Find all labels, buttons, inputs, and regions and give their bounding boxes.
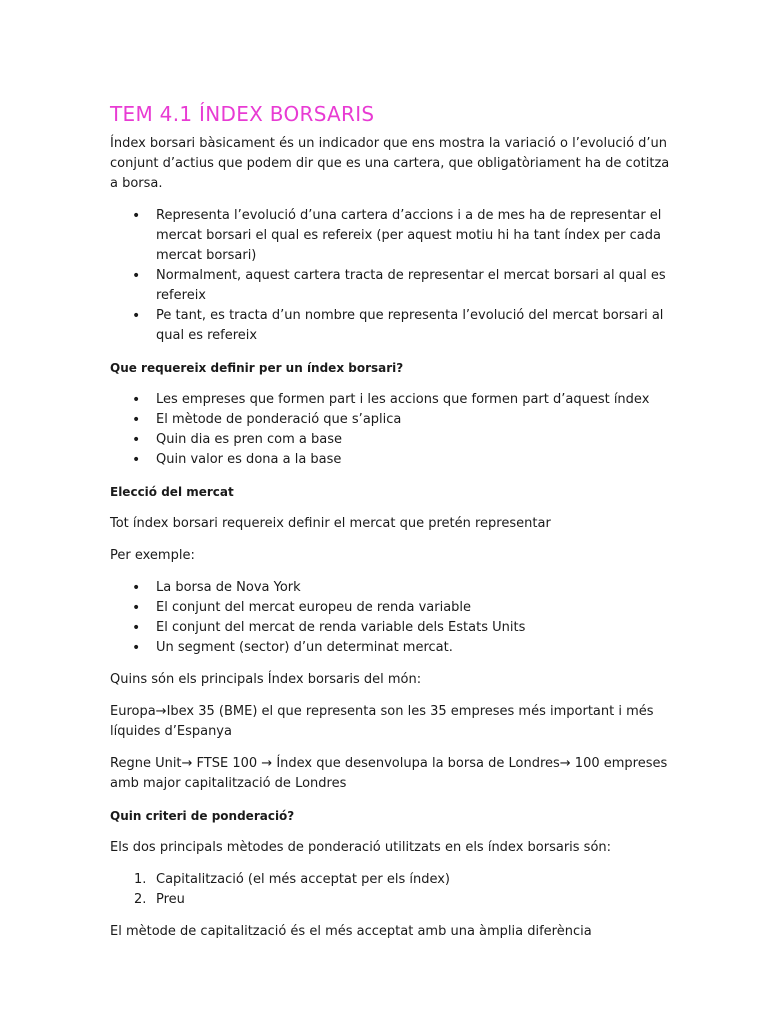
- list-item: • Pe tant, es tracta d’un nombre que representa l’evolució del mercat borsari al qual es refereix: [110, 306, 670, 346]
- list-item: [110, 890, 670, 910]
- list-item: • Normalment, aquest cartera tracta de representar el mercat borsari al qual es refereix: [110, 266, 670, 306]
- list-item: • Un segment (sector) d’un determinat mercat.: [110, 638, 670, 658]
- list-item-text: Preu: [156, 892, 185, 907]
- section-heading-market: Elecció del mercat: [110, 485, 234, 499]
- list-item: • Les empreses que formen part i les accions que formen part d’aquest índex: [110, 390, 670, 410]
- paragraph: Europa→Ibex 35 (BME) el que representa son les 35 empreses més important i més líquides d’Espanya: [110, 704, 654, 739]
- list-item: • El conjunt del mercat de renda variable dels Estats Units: [110, 618, 670, 638]
- weighting-numbered-list: [110, 870, 670, 910]
- list-item-text: Capitalització (el més acceptat per els índex): [156, 872, 450, 887]
- paragraph: El mètode de capitalització és el més acceptat amb una àmplia diferència: [110, 924, 592, 939]
- list-number: 1.: [134, 872, 147, 887]
- paragraph: Per exemple:: [110, 548, 195, 563]
- list-item: • El mètode de ponderació que s’aplica: [110, 410, 670, 430]
- document-page: [110, 100, 670, 954]
- list-item: • El conjunt del mercat europeu de renda variable: [110, 598, 670, 618]
- list-item: [110, 870, 670, 890]
- paragraph: Els dos principals mètodes de ponderació utilitzats en els índex borsaris són:: [110, 840, 612, 855]
- list-item: • Quin dia es pren com a base: [110, 430, 670, 450]
- list-item: • Representa l’evolució d’una cartera d’accions i a de mes ha de representar el mercat borsari el qual es refereix (per aquest motiu hi ha tant índex per cada mercat borsari): [110, 206, 670, 266]
- page-title: TEM 4.1 ÍNDEX BORSARIS: [110, 102, 375, 126]
- list-item: • La borsa de Nova York: [110, 578, 670, 598]
- section-heading-requirements: Que requereix definir per un índex borsari?: [110, 361, 404, 375]
- section-heading-weighting: Quin criteri de ponderació?: [110, 809, 295, 823]
- requirements-bullet-list: [110, 390, 670, 470]
- intro-bullet-list: [110, 206, 670, 346]
- paragraph: Tot índex borsari requereix definir el mercat que pretén representar: [110, 516, 551, 531]
- list-item: • Quin valor es dona a la base: [110, 450, 670, 470]
- intro-paragraph: Índex borsari bàsicament és un indicador que ens mostra la variació o l’evolució d’un conjunt d’actius que podem dir que es una cartera, que obligatòriament ha de cotitza a borsa.: [110, 136, 670, 191]
- market-bullet-list: [110, 578, 670, 658]
- list-number: 2.: [134, 892, 147, 907]
- paragraph: Regne Unit→ FTSE 100 → Índex que desenvolupa la borsa de Londres→ 100 empreses amb major capitalització de Londres: [110, 756, 668, 791]
- paragraph: Quins són els principals Índex borsaris del món:: [110, 672, 422, 687]
